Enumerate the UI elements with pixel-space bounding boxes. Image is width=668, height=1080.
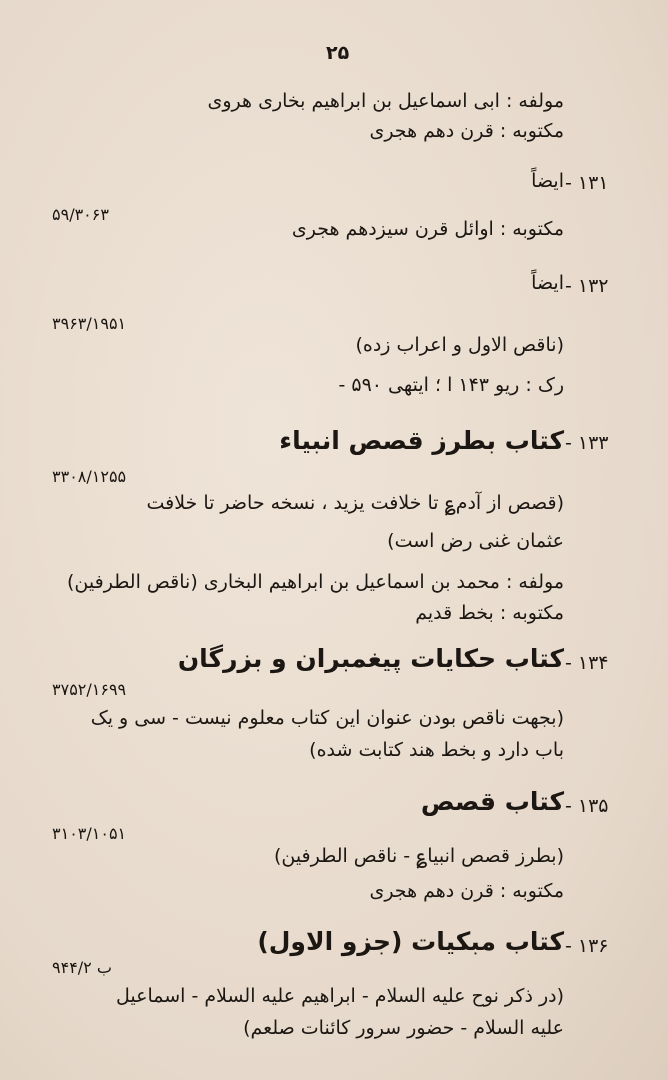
note-line: (بطرز قصص انبیا؏ - ناقص الطرفین): [273, 845, 564, 867]
note-line: (ناقص الاول و اعراب زده): [355, 334, 564, 356]
accession-number: ۳۷۵۲/۱۶۹۹: [52, 680, 127, 699]
author-line: مولفه : محمد بن اسماعیل بن ابراهیم البخاری (ناقص الطرفین): [67, 571, 564, 593]
copied-line: مکتوبه : قرن دهم هجری: [369, 880, 564, 902]
note-line: عثمان غنی رض است): [387, 530, 564, 552]
entry-number: - ۱۳۳: [565, 432, 609, 454]
entry-number: - ۱۳۴: [565, 652, 609, 674]
entry-title: ایضاً: [531, 272, 564, 294]
entry-number: - ۱۳۲: [565, 275, 609, 297]
entry-title: ایضاً: [531, 170, 564, 192]
entry-number: - ۱۳۱: [565, 172, 609, 194]
note-line: (در ذکر نوح علیه السلام - ابراهیم علیه السلام - اسماعیل: [115, 985, 564, 1007]
entry-number: - ۱۳۵: [565, 795, 609, 817]
copied-line: مکتوبه : قرن دهم هجری: [369, 120, 564, 142]
note-line: (قصص از آدم؏ تا خلافت یزید ، نسخه حاضر تا خلافت: [146, 492, 564, 514]
accession-number: ۳۹۶۳/۱۹۵۱: [52, 314, 127, 333]
entry-title: کتاب قصص: [420, 787, 564, 816]
note-line: علیه السلام - حضور سرور کائنات صلعم): [243, 1017, 564, 1039]
entry-number: - ۱۳۶: [565, 935, 609, 957]
accession-number: ۵۹/۳۰۶۳: [52, 205, 109, 224]
note-line: باب دارد و بخط هند کتابت شده): [309, 739, 564, 761]
note-line: (بجهت ناقص بودن عنوان این کتاب معلوم نیست - سی و یک: [90, 707, 564, 729]
accession-number: ۳۱۰۳/۱۰۵۱: [52, 824, 127, 843]
reference-line: رک : ریو ۱۴۳ ا ؛ ایتهی ۵۹۰ -: [338, 374, 564, 396]
accession-number: ۳۳۰۸/۱۲۵۵: [52, 467, 127, 486]
author-line: مولفه : ابی اسماعیل بن ابراهیم بخاری هروی: [207, 90, 564, 112]
copied-line: مکتوبه : اوائل قرن سیزدهم هجری: [291, 218, 564, 240]
entry-title: کتاب مبکیات (جزو الاول): [257, 927, 564, 956]
accession-number: ۹۴۴/۲ ب: [52, 958, 112, 977]
entry-title: کتاب حکایات پیغمبران و بزرگان: [177, 644, 564, 673]
copied-line: مکتوبه : بخط قدیم: [415, 602, 564, 624]
entry-title: کتاب بطرز قصص انبیاء: [279, 426, 564, 455]
page-number: ۲۵: [326, 42, 350, 64]
